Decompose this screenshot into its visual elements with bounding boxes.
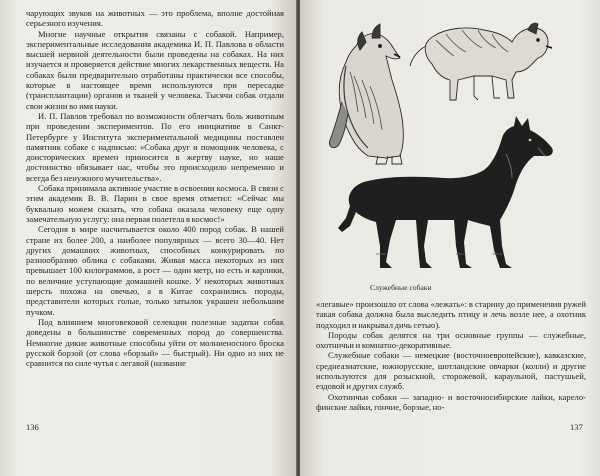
paragraph: Сегодня в мире насчитывается около 400 пород собак. В нашей стране их более 200, а наиболее популярных — всего 30—40. Нет других домашних животных, способных конкурировать по разнообразию облика с собаками. Живая масса некоторых из них превышает 100 килограммов, а рост — один метр, но есть и карлики, по величине уступающие домашней кошке. У некоторых животных шерсть похожа на овечью, а в Китае сохранились породы, представители которых голые, только затылок украшен небольшим пучком. — [26, 224, 284, 317]
paragraph: чарующих звуков на животных — это проблема, вполне достойная серьезного изучения. — [26, 8, 284, 29]
wirehaired-dog-illustration — [410, 23, 552, 100]
paragraph: Под влиянием многовековой селекции полезные задатки собак доведены в большинстве современных пород до совершенства. Немногие дикие животные способны уйти от молниеносного броска русской борзой (от слова «борзый» — быстрый). Ни одно из них не сравнится по силе чутья с легавой (название — [26, 316, 284, 369]
right-page-text — [316, 299, 586, 412]
paragraph: Служебные собаки — немецкие (восточноевропейские), кавказские, среднеазиатские, южнорусские, шотландские овчарки (колли) и другие используются для розыскной, сторожевой, караульной, пастушьей, ездовой и других служб. — [316, 350, 586, 392]
illustration-caption: Служебные собаки — [370, 283, 432, 292]
left-page — [0, 0, 297, 476]
paragraph: Породы собак делятся на три основные группы — служебные, охотничьи и комнатно-декоративные. — [316, 329, 586, 351]
paragraph: Охотничьи собаки — западно- и восточносибирские лайки, карело-финские лайки, гончие, борзые, но- — [316, 391, 586, 412]
page-number-left: 136 — [26, 422, 39, 432]
left-page-text — [26, 8, 284, 368]
page-number-right: 137 — [570, 422, 583, 432]
paragraph: Собака принимала активное участие в освоении космоса. В связи с этим академик В. В. Парин в свое время отметил: «Сейчас мы буквально можем сказать, что собака оказала человеку еще одну замечательную услугу: она первая полетела в космос!» — [26, 183, 284, 224]
paragraph: Многие научные открытия связаны с собакой. Например, экспериментальные исследования академика И. П. Павлова в области высшей нервной деятельности были проведены на собаках. На них изучается и проверяется действие многих лекарственных веществ. На собаках были предварительно отработаны практически все способы, которые в настоящее время используются при пересадке (трансплантации) органов и тканей у человека. Тысячи собак отдали свои жизни во имя науки. — [26, 28, 284, 111]
dogs-illustration — [316, 6, 586, 282]
paragraph: «легавые» произошло от слова «лежать»: в старину до применения ружей такая собака должна была выследить птицу и лечь возле нее, а охотник подходил и накрывал дичь сетью). — [316, 299, 586, 330]
collie-dog-illustration — [329, 24, 403, 164]
paragraph: И. П. Павлов требовал по возможности облегчать боль животным при проведении экспериментов. По его инициативе в Санкт-Петербурге у Института экспериментальной медицины поставлен памятник собаке с надписью: «Собака друг и помощник человека, с доисторических времен приносится в жертву науке, но наше достоинство обязывает нас, чтобы это происходило непременно и всегда без ненужного мучительства». — [26, 110, 284, 183]
